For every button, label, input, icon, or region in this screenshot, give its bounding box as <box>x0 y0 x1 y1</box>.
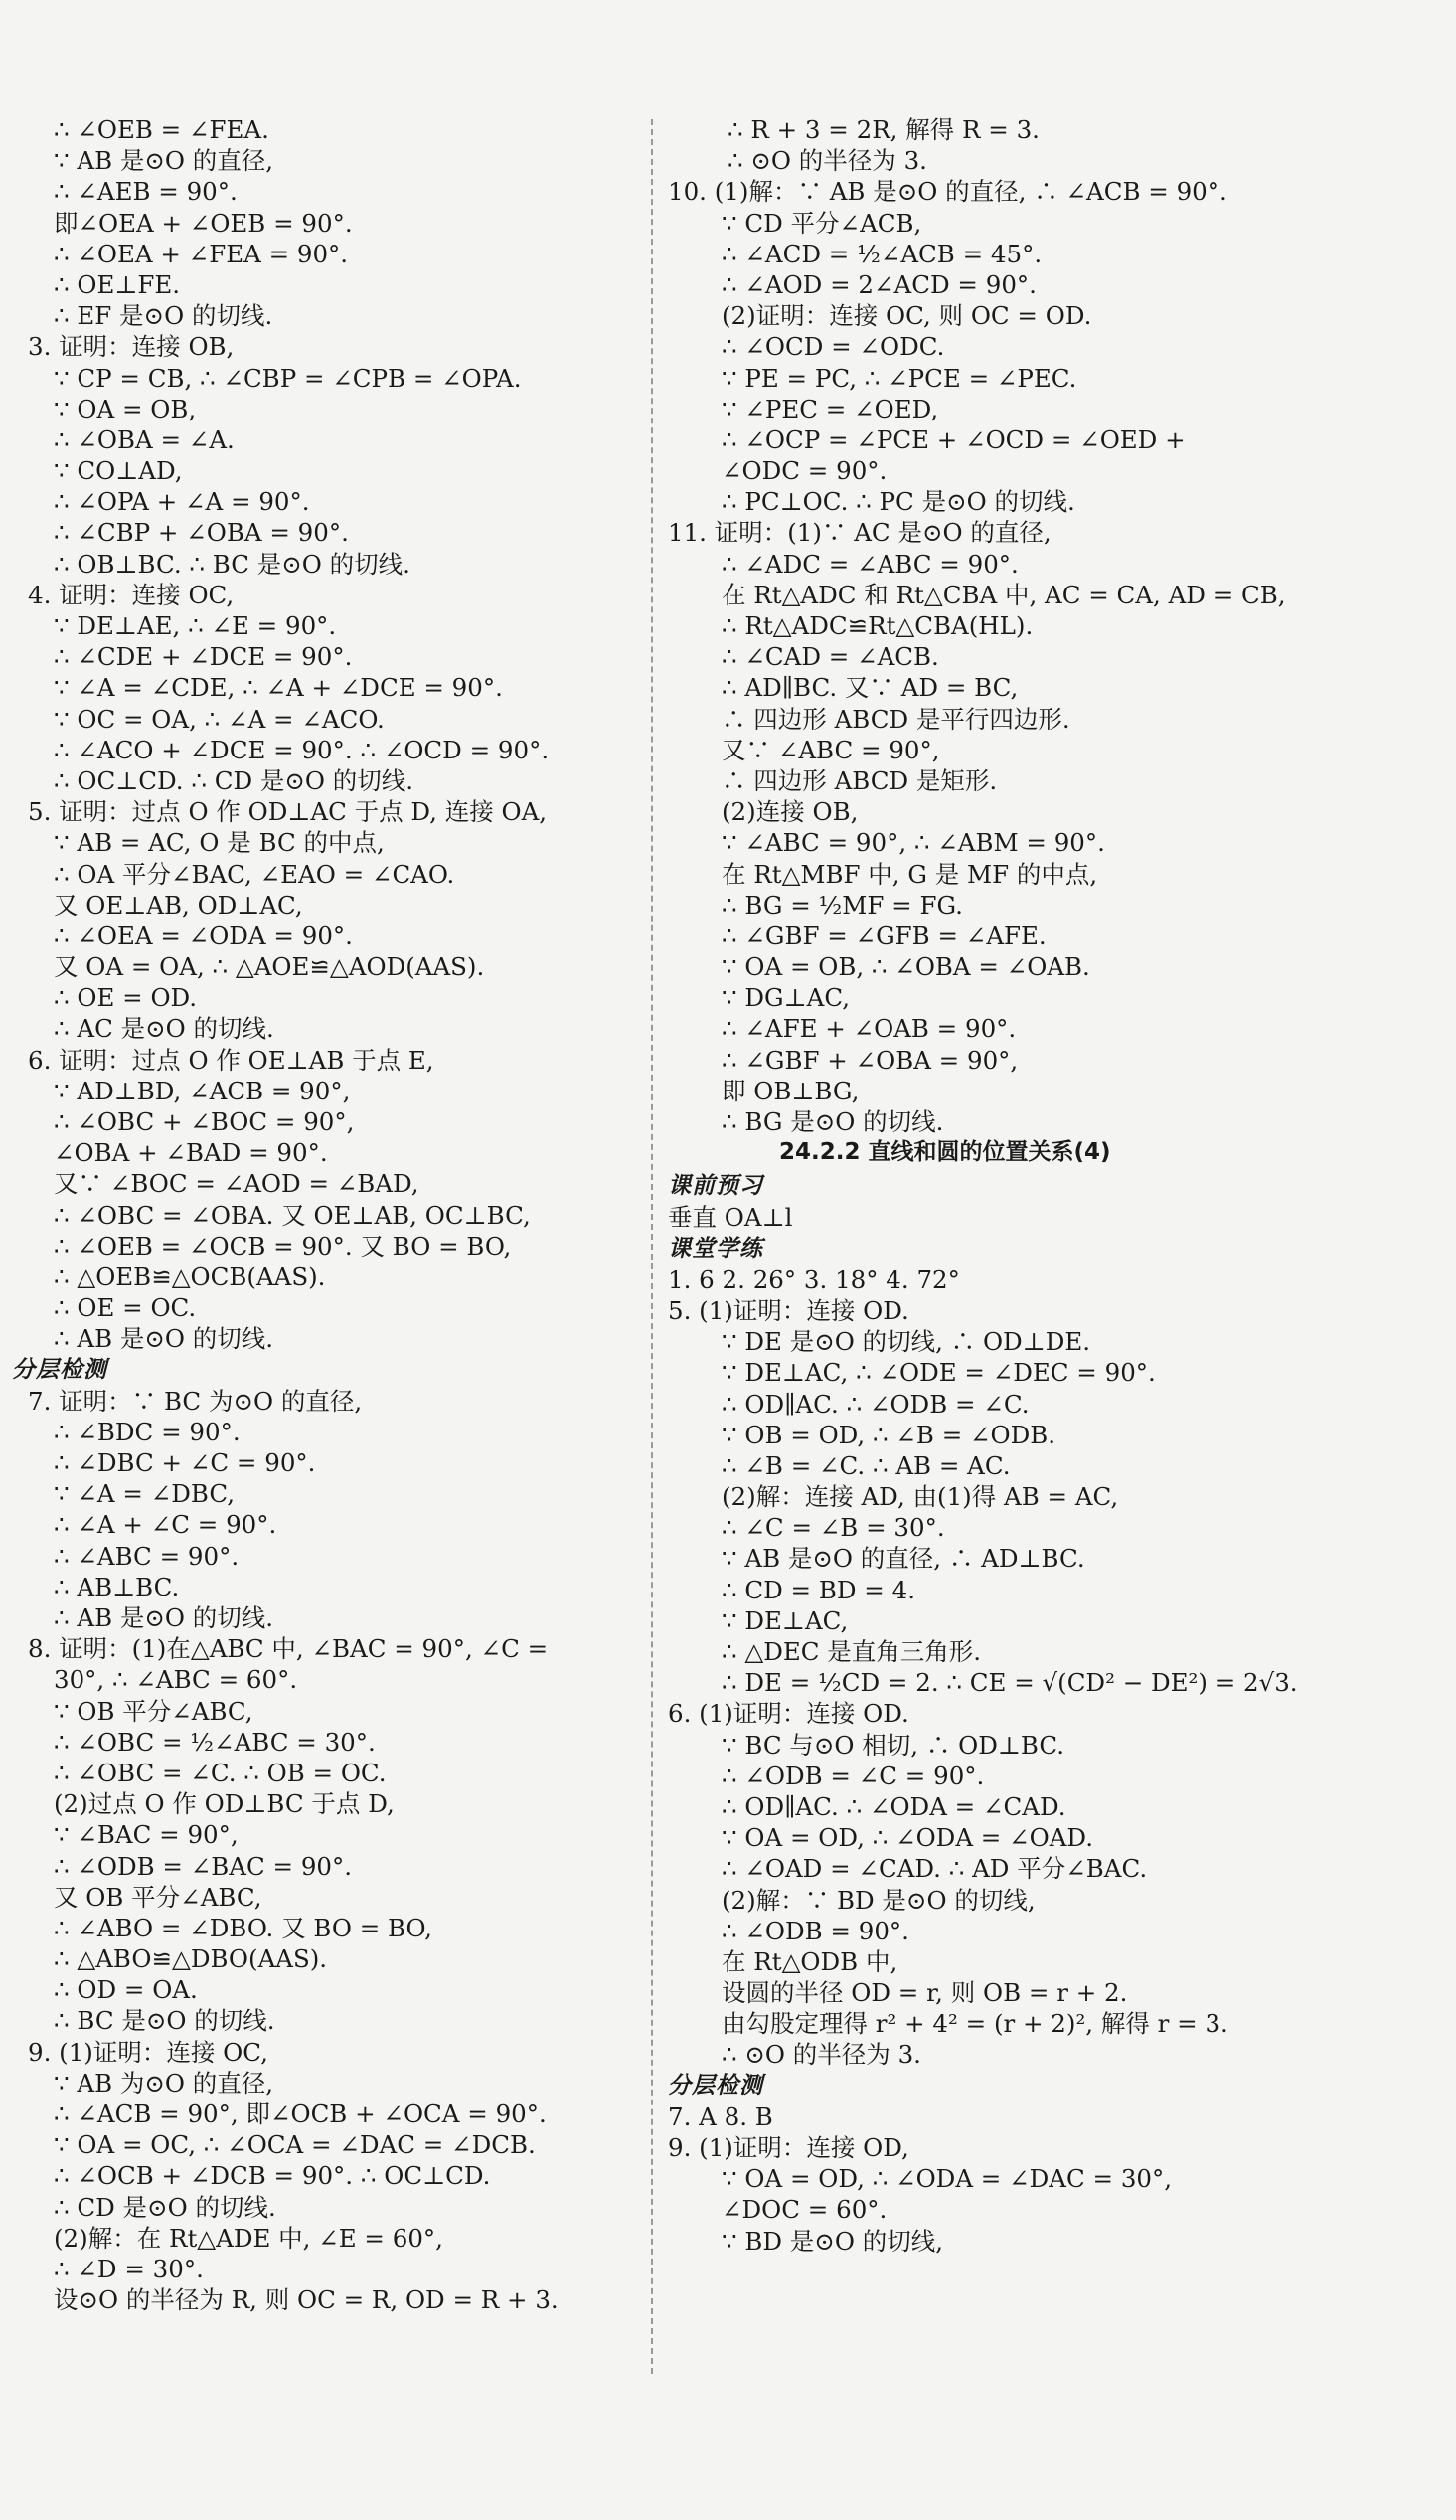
right-text-line: ∴ R + 3 = 2R, 解得 R = 3. <box>728 115 1040 144</box>
left-text-line: ∴ BC 是⊙O 的切线. <box>54 2006 275 2036</box>
right-text-line: ∵ DE⊥AC, <box>722 1605 849 1635</box>
right-text-line: ∴ AD∥BC. 又∵ AD = BC, <box>722 673 1019 703</box>
right-text-line: ∴ ∠GBF + ∠OBA = 90°, <box>722 1045 1019 1075</box>
left-text-line: 7. 证明：∵ BC 为⊙O 的直径, <box>28 1386 363 1416</box>
right-text-line: ∴ ∠B = ∠C. ∴ AB = AC. <box>722 1450 1011 1480</box>
left-text-line: ∵ AB = AC, O 是 BC 的中点, <box>54 828 385 858</box>
left-text-line: 30°, ∴ ∠ABC = 60°. <box>54 1665 298 1695</box>
right-text-line: 又∵ ∠ABC = 90°, <box>722 735 940 764</box>
left-text-line: ∴ ∠OBA = ∠A. <box>54 424 235 454</box>
left-text-line: ∴ ∠OBC = ∠C. ∴ OB = OC. <box>54 1758 387 1787</box>
right-text-line: ∴ ∠ACD = ½∠ACB = 45°. <box>722 239 1043 268</box>
right-text-line: 1. 6 2. 26° 3. 18° 4. 72° <box>668 1264 960 1294</box>
right-text-line: ∴ ∠OCD = ∠ODC. <box>722 332 945 362</box>
right-text-line: ∴ △DEC 是直角三角形. <box>722 1637 982 1666</box>
right-text-line: ∴ BG 是⊙O 的切线. <box>722 1107 944 1136</box>
right-text-line: ∴ 四边形 ABCD 是平行四边形. <box>722 704 1070 734</box>
left-text-line: ∴ ∠OBC = ½∠ABC = 30°. <box>54 1727 376 1757</box>
left-text-line: (2)过点 O 作 OD⊥BC 于点 D, <box>54 1789 395 1819</box>
left-text-line: 又 OE⊥AB, OD⊥AC, <box>54 890 303 920</box>
section-heading: 分层检测 <box>668 2072 763 2099</box>
right-text-line: 在 Rt△ADC 和 Rt△CBA 中, AC = CA, AD = CB, <box>722 580 1286 609</box>
left-text-line: ∵ ∠A = ∠CDE, ∴ ∠A + ∠DCE = 90°. <box>54 673 503 703</box>
left-text-line: ∴ ∠AEB = 90°. <box>54 177 238 207</box>
left-text-line: ∴ OA 平分∠BAC, ∠EAO = ∠CAO. <box>54 859 455 889</box>
right-text-line: ∴ ∠C = ∠B = 30°. <box>722 1513 945 1543</box>
right-text-line: ∵ ∠PEC = ∠OED, <box>722 394 939 423</box>
left-text-line: ∵ CP = CB, ∴ ∠CBP = ∠CPB = ∠OPA. <box>54 363 522 393</box>
left-text-line: ∵ AD⊥BD, ∠ACB = 90°, <box>54 1076 351 1105</box>
right-text-line: ∵ DE⊥AC, ∴ ∠ODE = ∠DEC = 90°. <box>722 1358 1156 1388</box>
left-text-line: ∴ AB 是⊙O 的切线. <box>54 1603 274 1632</box>
left-text-line: ∴ CD 是⊙O 的切线. <box>54 2192 276 2222</box>
left-column <box>0 114 644 2315</box>
left-text-line: ∴ OE = OC. <box>54 1293 197 1323</box>
right-text-line: 垂直 OA⊥l <box>668 1203 793 1233</box>
right-text-line: 在 Rt△ODB 中, <box>722 1946 898 1976</box>
section-heading: 分层检测 <box>12 1356 107 1383</box>
right-text-line: ∵ DG⊥AC, <box>722 983 850 1013</box>
left-text-line: ∴ ∠OBC = ∠OBA. 又 OE⊥AB, OC⊥BC, <box>54 1200 531 1230</box>
right-text-line: 由勾股定理得 r² + 4² = (r + 2)², 解得 r = 3. <box>722 2009 1228 2039</box>
left-text-line: 又∵ ∠BOC = ∠AOD = ∠BAD, <box>54 1169 419 1199</box>
right-text-line: ∵ OA = OD, ∴ ∠ODA = ∠DAC = 30°, <box>722 2164 1173 2194</box>
left-text-line: ∴ ∠OBC + ∠BOC = 90°, <box>54 1107 355 1136</box>
right-text-line: 11. 证明：(1)∵ AC 是⊙O 的直径, <box>668 518 1052 548</box>
right-text-line: 即 OB⊥BG, <box>722 1076 860 1105</box>
left-text-line: 9. (1)证明：连接 OC, <box>28 2037 268 2067</box>
right-text-line: ∵ OA = OD, ∴ ∠ODA = ∠OAD. <box>722 1823 1093 1853</box>
right-text-line: ∠ODC = 90°. <box>722 456 888 486</box>
left-text-line: ∵ OC = OA, ∴ ∠A = ∠ACO. <box>54 704 385 734</box>
left-text-line: ∵ ∠A = ∠DBC, <box>54 1479 235 1509</box>
right-text-line: ∴ OD∥AC. ∴ ∠ODB = ∠C. <box>722 1389 1030 1419</box>
right-text-line: ∴ ∠ODB = 90°. <box>722 1916 909 1945</box>
right-text-line: ∴ ∠CAD = ∠ACB. <box>722 642 939 672</box>
right-text-line: ∵ PE = PC, ∴ ∠PCE = ∠PEC. <box>722 363 1077 393</box>
column-divider <box>651 119 653 2374</box>
right-text-line: 在 Rt△MBF 中, G 是 MF 的中点, <box>722 859 1098 889</box>
left-text-line: ∴ ∠DBC + ∠C = 90°. <box>54 1448 316 1478</box>
left-text-line: (2)解：在 Rt△ADE 中, ∠E = 60°, <box>54 2223 443 2253</box>
left-text-line: 8. 证明：(1)在△ABC 中, ∠BAC = 90°, ∠C = <box>28 1634 549 1664</box>
right-text-line: (2)连接 OB, <box>722 797 859 827</box>
left-text-line: ∴ OC⊥CD. ∴ CD 是⊙O 的切线. <box>54 765 414 795</box>
left-text-line: ∴ ∠OEB = ∠OCB = 90°. 又 BO = BO, <box>54 1231 512 1260</box>
left-text-line: ∵ OA = OC, ∴ ∠OCA = ∠DAC = ∠DCB. <box>54 2130 536 2160</box>
left-text-line: 3. 证明：连接 OB, <box>28 332 235 362</box>
right-text-line: 设圆的半径 OD = r, 则 OB = r + 2. <box>722 1978 1128 2008</box>
right-text-line: ∴ DE = ½CD = 2. ∴ CE = √(CD² − DE²) = 2√3. <box>722 1668 1298 1698</box>
right-text-line: ∴ ∠ODB = ∠C = 90°. <box>722 1761 985 1790</box>
right-text-line: ∴ ⊙O 的半径为 3. <box>722 2040 921 2070</box>
left-text-line: ∴ OE = OD. <box>54 983 198 1013</box>
right-text-line: ∴ ⊙O 的半径为 3. <box>728 146 927 176</box>
right-text-line: ∵ CD 平分∠ACB, <box>722 208 922 238</box>
right-text-line: ∵ OB = OD, ∴ ∠B = ∠ODB. <box>722 1420 1056 1449</box>
right-text-line: ∴ 四边形 ABCD 是矩形. <box>722 765 998 795</box>
subsection-title: 24.2.2 直线和圆的位置关系(4) <box>779 1139 1111 1166</box>
left-text-line: ∴ ∠OEA + ∠FEA = 90°. <box>54 239 349 268</box>
right-text-line: 10. (1)解：∵ AB 是⊙O 的直径, ∴ ∠ACB = 90°. <box>668 177 1227 207</box>
left-text-line: ∴ ∠OEA = ∠ODA = 90°. <box>54 921 353 950</box>
left-text-line: ∵ OB 平分∠ABC, <box>54 1696 253 1726</box>
left-text-line: ∵ DE⊥AE, ∴ ∠E = 90°. <box>54 611 337 640</box>
left-text-line: ∵ CO⊥AD, <box>54 456 183 486</box>
left-text-line: ∴ ∠ACB = 90°, 即∠OCB + ∠OCA = 90°. <box>54 2100 547 2128</box>
left-text-line: ∴ ∠CDE + ∠DCE = 90°. <box>54 642 353 672</box>
left-text-line: ∴ ∠OCB + ∠DCB = 90°. ∴ OC⊥CD. <box>54 2161 491 2191</box>
left-text-line: ∴ △ABO≌△DBO(AAS). <box>54 1944 328 1974</box>
left-text-line: ∴ ∠ACO + ∠DCE = 90°. ∴ ∠OCD = 90°. <box>54 735 550 764</box>
right-text-line: ∴ ∠OCP = ∠PCE + ∠OCD = ∠OED + <box>722 424 1186 454</box>
right-text-line: ∴ CD = BD = 4. <box>722 1575 915 1604</box>
left-text-line: ∴ ∠OPA + ∠A = 90°. <box>54 487 310 517</box>
left-text-line: ∠OBA + ∠BAD = 90°. <box>54 1138 328 1168</box>
left-text-line: ∴ EF 是⊙O 的切线. <box>54 301 273 331</box>
right-text-line: ∠DOC = 60°. <box>722 2195 888 2225</box>
left-text-line: ∴ OE⊥FE. <box>54 269 181 299</box>
left-text-line: ∵ ∠BAC = 90°, <box>54 1820 239 1850</box>
left-text-line: 又 OA = OA, ∴ △AOE≌△AOD(AAS). <box>54 952 485 982</box>
right-text-line: ∵ BD 是⊙O 的切线, <box>722 2226 943 2256</box>
right-text-line: ∴ PC⊥OC. ∴ PC 是⊙O 的切线. <box>722 487 1075 517</box>
left-text-line: ∴ ∠A + ∠C = 90°. <box>54 1510 277 1540</box>
left-text-line: ∴ AB 是⊙O 的切线. <box>54 1324 274 1354</box>
left-text-line: 又 OB 平分∠ABC, <box>54 1882 262 1912</box>
right-text-line: (2)证明：连接 OC, 则 OC = OD. <box>722 301 1092 331</box>
left-text-line: ∴ AB⊥BC. <box>54 1572 180 1601</box>
right-text-line: ∴ BG = ½MF = FG. <box>722 890 963 920</box>
right-text-line: (2)解：连接 AD, 由(1)得 AB = AC, <box>722 1482 1119 1512</box>
left-text-line: ∴ ∠OEB = ∠FEA. <box>54 115 269 144</box>
right-text-line: ∴ ∠ADC = ∠ABC = 90°. <box>722 549 1019 579</box>
left-text-line: ∴ △OEB≌△OCB(AAS). <box>54 1261 326 1291</box>
left-text-line: ∴ ∠D = 30°. <box>54 2254 204 2283</box>
right-text-line: ∵ AB 是⊙O 的直径, ∴ AD⊥BC. <box>722 1544 1085 1574</box>
right-text-line: ∴ OD∥AC. ∴ ∠ODA = ∠CAD. <box>722 1791 1066 1821</box>
right-text-line: ∵ DE 是⊙O 的切线, ∴ OD⊥DE. <box>722 1327 1091 1357</box>
right-text-line: ∴ ∠OAD = ∠CAD. ∴ AD 平分∠BAC. <box>722 1854 1148 1884</box>
left-text-line: 6. 证明：过点 O 作 OE⊥AB 于点 E, <box>28 1045 434 1075</box>
right-text-line: ∴ ∠AFE + ∠OAB = 90°. <box>722 1014 1017 1044</box>
right-text-line: 9. (1)证明：连接 OD, <box>668 2133 909 2162</box>
right-text-line: 6. (1)证明：连接 OD. <box>668 1699 909 1729</box>
right-text-line: (2)解：∵ BD 是⊙O 的切线, <box>722 1885 1036 1915</box>
right-text-line: ∵ BC 与⊙O 相切, ∴ OD⊥BC. <box>722 1730 1065 1760</box>
left-text-line: ∴ OB⊥BC. ∴ BC 是⊙O 的切线. <box>54 549 410 579</box>
left-text-line: ∵ OA = OB, <box>54 394 197 423</box>
right-text-line: ∴ ∠AOD = 2∠ACD = 90°. <box>722 269 1037 299</box>
left-text-line: ∴ ∠BDC = 90°. <box>54 1417 241 1446</box>
right-text-line: 7. A 8. B <box>668 2101 773 2131</box>
section-heading: 课堂学练 <box>668 1235 763 1261</box>
left-text-line: ∴ OD = OA. <box>54 1975 198 2005</box>
left-text-line: ∴ ∠ABO = ∠DBO. 又 BO = BO, <box>54 1913 432 1942</box>
left-text-line: ∴ ∠ABC = 90°. <box>54 1541 240 1571</box>
left-text-line: 5. 证明：过点 O 作 OD⊥AC 于点 D, 连接 OA, <box>28 797 548 827</box>
section-heading: 课前预习 <box>668 1173 763 1200</box>
left-text-line: 4. 证明：连接 OC, <box>28 580 235 609</box>
right-text-line: ∵ ∠ABC = 90°, ∴ ∠ABM = 90°. <box>722 828 1105 858</box>
right-text-line: ∵ OA = OB, ∴ ∠OBA = ∠OAB. <box>722 952 1090 982</box>
left-text-line: 设⊙O 的半径为 R, 则 OC = R, OD = R + 3. <box>54 2285 559 2315</box>
left-text-line: ∴ AC 是⊙O 的切线. <box>54 1014 274 1044</box>
left-text-line: ∴ ∠CBP + ∠OBA = 90°. <box>54 518 349 548</box>
right-text-line: 5. (1)证明：连接 OD. <box>668 1295 909 1325</box>
left-text-line: 即∠OEA + ∠OEB = 90°. <box>54 208 353 238</box>
right-text-line: ∴ Rt△ADC≌Rt△CBA(HL). <box>722 611 1034 640</box>
left-text-line: ∵ AB 是⊙O 的直径, <box>54 146 274 176</box>
left-text-line: ∴ ∠ODB = ∠BAC = 90°. <box>54 1851 353 1881</box>
right-column <box>668 114 1304 2257</box>
left-text-line: ∵ AB 为⊙O 的直径, <box>54 2068 274 2098</box>
right-text-line: ∴ ∠GBF = ∠GFB = ∠AFE. <box>722 921 1047 950</box>
